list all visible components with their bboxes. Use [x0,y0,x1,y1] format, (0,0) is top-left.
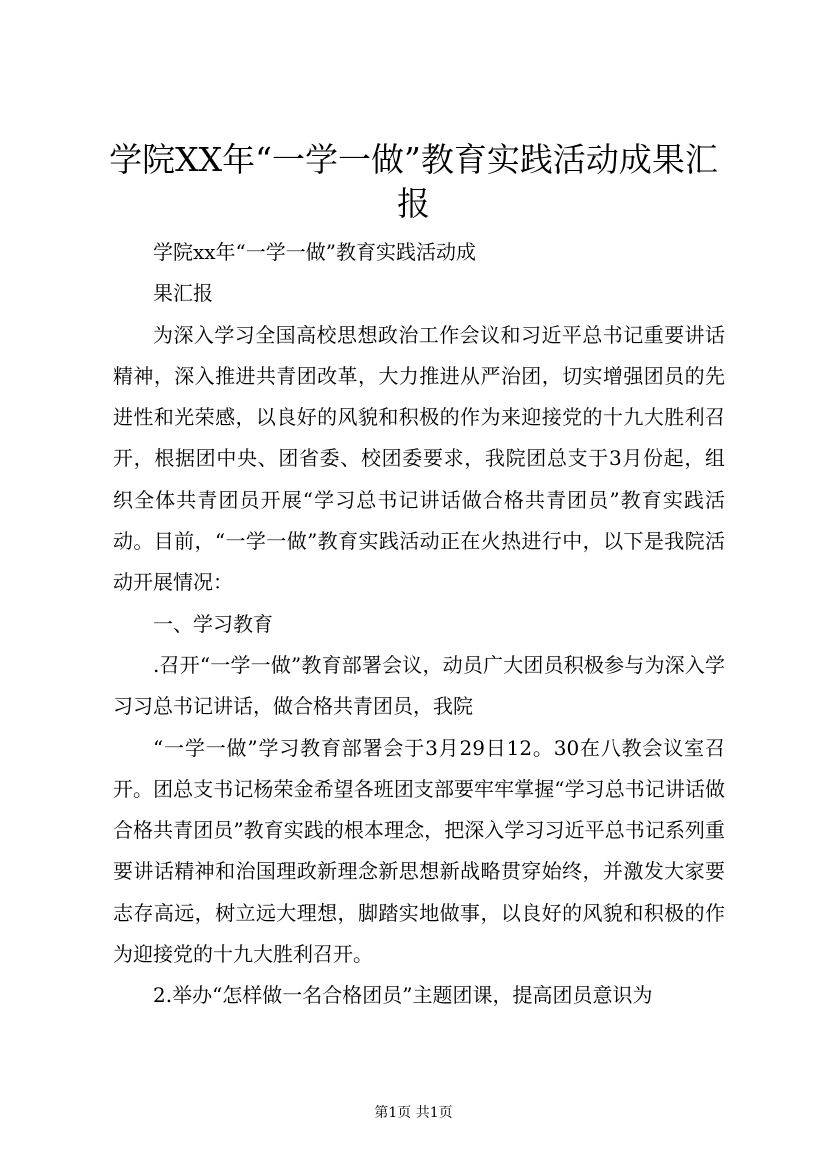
section-heading-study-education: 一、学习教育 [153,611,273,636]
document-title: 学院XX年“一学一做”教育实践活动成果汇报 [109,140,718,223]
document-body [113,232,725,1017]
paragraph-intro: 为深入学习全国高校思想政治工作会议和习近平总书记重要讲话精神，深入推进共青团改革，大力推进从严治团，切实增强团员的先进性和光荣感，以良好的风貌和积极的作为来迎接党的十九大胜利召开，根据团中央、团省委、校团委要求，我院团总支于3月份起，组织全体共青团员开展“学习总书记讲话做合格共青团员”教育实践活动。目前，“一学一做”教育实践活动正在火热进行中，以下是我院活动开展情况： [113,322,725,595]
paragraph-subtitle-line-1: 学院xx年“一学一做”教育实践活动成 [153,240,477,264]
paragraph-item-1: .召开“一学一做”教育部署会议，动员广大团员积极参与为深入学习习总书记讲话，做合格共青团员，我院 [113,652,725,719]
paragraph-item-2: 2.举办“怎样做一名合格团员”主题团课，提高团员意识为 [153,983,653,1008]
paragraph-meeting: “一学一做”学习教育部署会于3月29日12。30在八教会议室召开。团总支书记杨荣金希望各班团支部要牢牢掌握“学习总书记讲话做合格共青团员”教育实践的根本理念，把深入学习习近平总书记系列重要讲话精神和治国理政新理念新思想新战略贯穿始终，并激发大家要志存高远，树立远大理想，脚踏实地做事，以良好的风貌和积极的作为迎接党的十九大胜利召开。 [113,735,725,967]
paragraph-subtitle-line-2: 果汇报 [153,281,213,306]
page-footer: 第1页 共1页 [374,1105,453,1121]
